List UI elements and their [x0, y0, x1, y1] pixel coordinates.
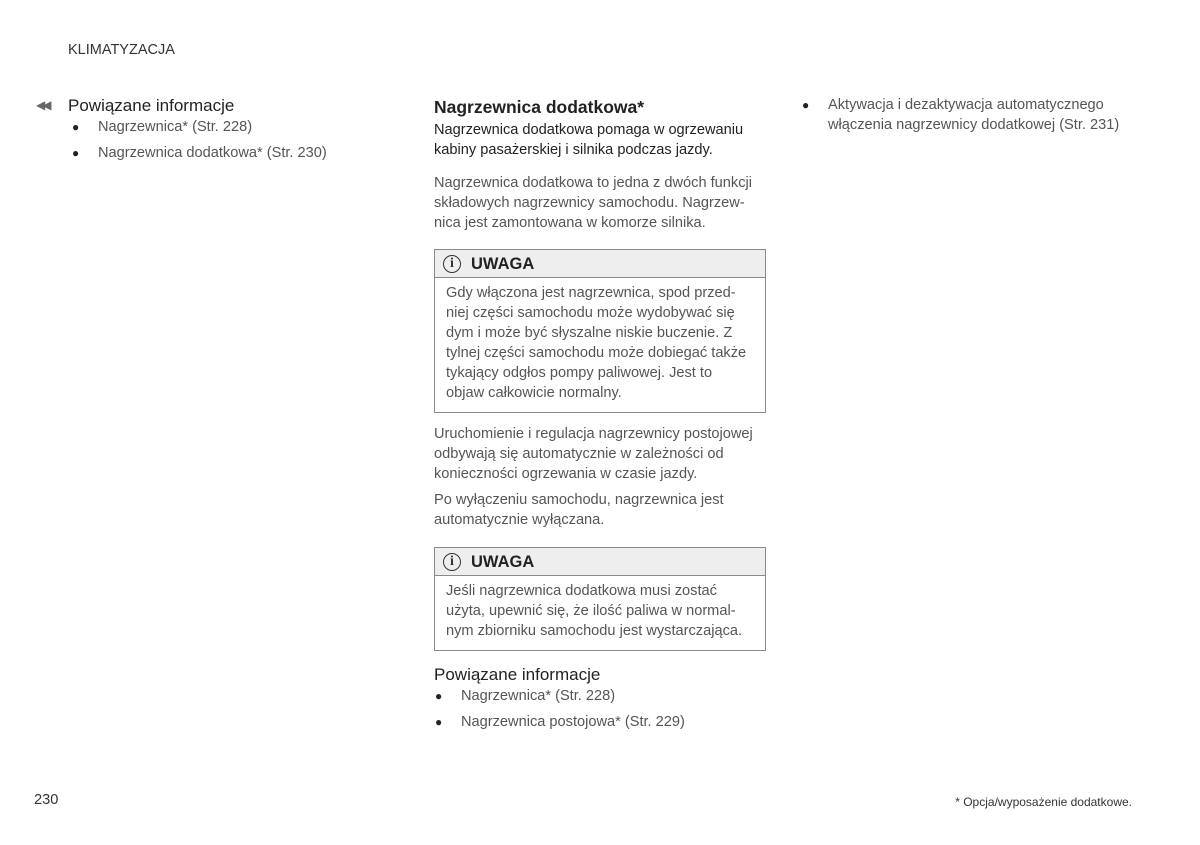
paragraph: Nagrzewnica dodatkowa to jedna z dwóch funkcji składowych nagrzewnicy samochodu. Nagrzew- nica jest zamontowana w komorze silnika. — [434, 175, 752, 231]
page-number: 230 — [34, 792, 59, 808]
related-title: Powiązane informacje — [68, 96, 235, 115]
paragraph: Po wyłączeniu samochodu, nagrzewnica jest automatycznie wyłączana. — [434, 492, 724, 528]
paragraph: Uruchomienie i regulacja nagrzewnicy postojowej odbywają się automatycznie w zależności od konieczności ogrzewania w czasie jazdy. — [434, 426, 753, 482]
note-title: UWAGA — [471, 552, 535, 571]
section-header: KLIMATYZACJA — [68, 42, 175, 58]
note-text: Gdy włączona jest nagrzewnica, spod przed- niej części samochodu może wydobywać się dym i może być słyszalne niskie buczenie. Z tylnej części samochodu może dobiegać także tykający odgłos pompy paliwowej. Jest to objaw całkowicie normalny. — [446, 285, 747, 401]
note-text: Jeśli nagrzewnica dodatkowa musi zostać użyta, upewnić się, że ilość paliwa w normal- nym zbiorniku samochodu jest wystarczająca. — [446, 583, 743, 639]
related-link[interactable]: ● Nagrzewnica* (Str. 228) — [72, 119, 253, 135]
article-title: Nagrzewnica dodatkowa* — [434, 97, 645, 117]
note-box — [434, 249, 766, 413]
related-info-left — [68, 95, 327, 169]
related-link[interactable]: ● Nagrzewnica postojowa* (Str. 229) — [435, 714, 685, 730]
lead-paragraph: Nagrzewnica dodatkowa pomaga w ogrzewaniu kabiny pasażerskiej i silnika podczas jazdy. — [434, 122, 744, 158]
main-column — [434, 96, 774, 233]
info-icon: i — [443, 553, 461, 571]
related-title: Powiązane informacje — [434, 665, 601, 684]
related-info-main — [434, 664, 685, 738]
note-title: UWAGA — [471, 254, 535, 273]
related-link[interactable]: ● Aktywacja i dezaktywacja automatycznego włączenia nagrzewnicy dodatkowej (Str. 231) — [802, 97, 1120, 133]
related-link[interactable]: ● Nagrzewnica dodatkowa* (Str. 230) — [72, 145, 327, 161]
footnote: * Opcja/wyposażenie dodatkowe. — [955, 795, 1132, 809]
info-icon: i — [443, 255, 461, 273]
right-column — [802, 95, 1119, 141]
note-box — [434, 547, 766, 651]
related-link[interactable]: ● Nagrzewnica* (Str. 228) — [435, 688, 616, 704]
continued-icon: ◀◀ — [36, 98, 49, 112]
